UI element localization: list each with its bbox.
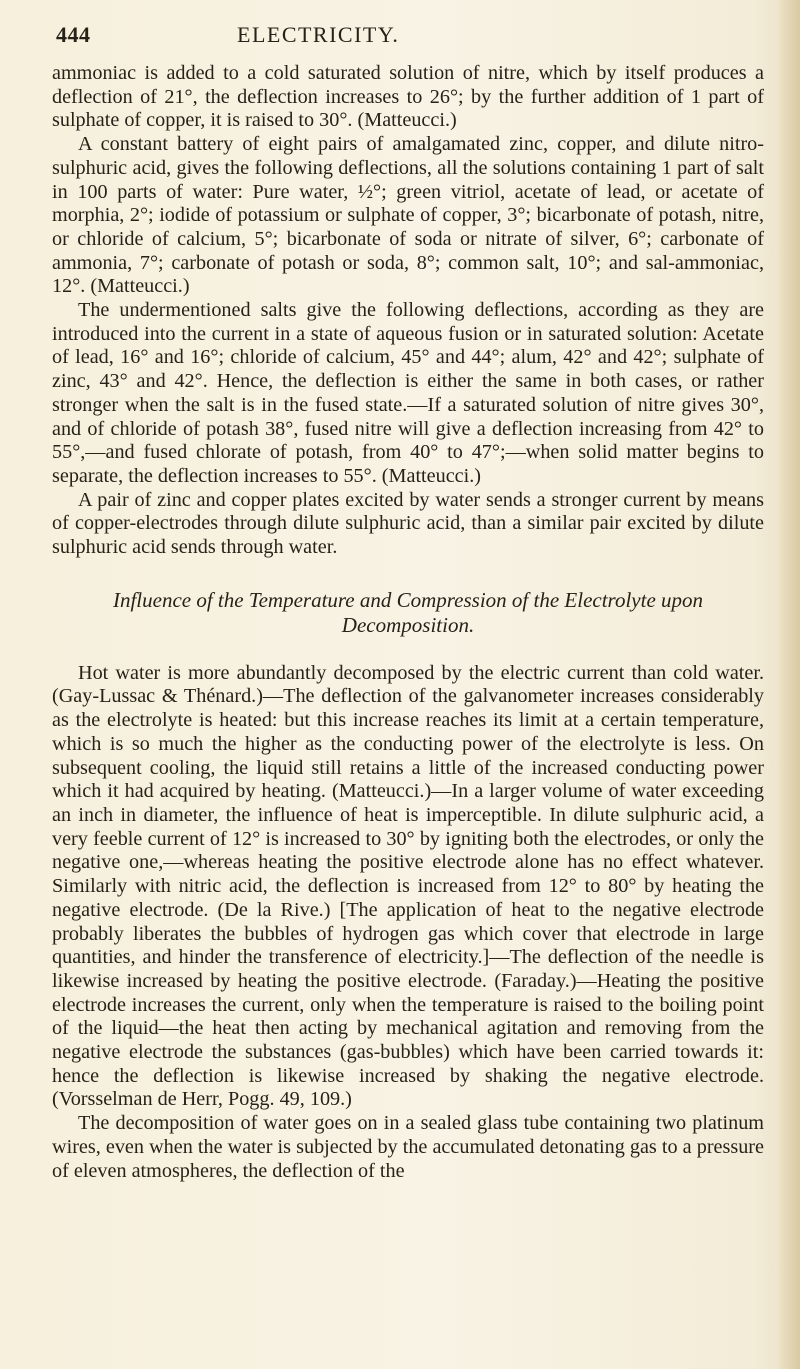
section-heading-line-2: Decomposition. (341, 612, 475, 637)
paragraph-battery-deflections: A constant battery of eight pairs of amalgamated zinc, copper, and dilute nitro-sulphuric acid, gives the following deflections, all the solutions containing 1 part of salt in 100 parts of water: Pure water, ½°; green vitriol, acetate of lead, or acetate of morphia, 2°; iodide of potassium or sulphate of copper, 3°; bicarbonate of potash, nitre, or chloride of calcium, 5°; bicarbonate of soda or nitrate of silver, 6°; carbonate of ammonia, 7°; carbonate of potash or soda, 8°; common salt, 10°; and sal-ammoniac, 12°. (Matteucci.) (52, 133, 764, 298)
page-number: 444 (56, 22, 91, 47)
paragraph-zinc-copper-pair: A pair of zinc and copper plates excited by water sends a stronger current by means of copper-electrodes through dilute sulphuric acid, than a similar pair excited by dilute sulphuric acid sends through water. (52, 488, 764, 559)
running-title: ELECTRICITY. (237, 22, 400, 47)
paragraph-hot-water: Hot water is more abundantly decomposed by the electric current than cold water. (Gay-Lussac & Thénard.)—The deflection of the galvanometer increases considerably as the electrolyte is heated: but this increase reaches its limit at a certain temperature, which is so much the higher as the conducting power of the electrolyte is less. On subsequent cooling, the liquid still retains a little of the increased conducting power which it had acquired by heating. (Matteucci.)—In a larger volume of water exceeding an inch in diameter, the influence of heat is imperceptible. In dilute sulphuric acid, a very feeble current of 12° is increased to 30° by igniting both the electrodes, or only the negative one,—whereas heating the positive electrode alone has no effect whatever. Similarly with nitric acid, the deflection is increased from 12° to 80° by heating the negative electrode. (De la Rive.) [The application of heat to the negative electrode probably liberates the bubbles of hydrogen gas which cover that electrode in large quantities, and hinder the transference of electricity.]—The deflection of the needle is likewise increased by heating the positive electrode. (Faraday.)—Heating the positive electrode increases the current, only when the temperature is raised to the boiling point of the liquid—the heat then acting by mechanical agitation and removing from the negative electrode the substances (gas-bubbles) which have been carried towards it: hence the deflection is likewise increased by shaking the negative electrode. (Vorsselman de Herr, Pogg. 49, 109.) (52, 661, 764, 1111)
running-head (52, 22, 766, 52)
paragraph-fused-salts: The undermentioned salts give the following deflections, according as they are introduced into the current in a state of aqueous fusion or in saturated solution: Acetate of lead, 16° and 16°; chloride of calcium, 45° and 44°; alum, 42° and 42°; sulphate of zinc, 43° and 42°. Hence, the deflection is either the same in both cases, or rather stronger when the salt is in the fused state.—If a saturated solution of nitre gives 30°, and of chloride of potash 38°, fused nitre will give a deflection increasing from 42° to 55°,—and fused chlorate of potash, from 40° to 47°;—when solid matter begins to separate, the deflection increases to 55°. (Matteucci.) (52, 299, 764, 487)
paragraph-continued: ammoniac is added to a cold saturated solution of nitre, which by itself produces a deflection of 21°, the deflection increases to 26°; by the further addition of 1 part of sulphate of copper, it is raised to 30°. (Matteucci.) (52, 62, 764, 132)
paragraph-sealed-tube: The decomposition of water goes on in a sealed glass tube containing two platinum wires, even when the water is subjected by the accumulated detonating gas to a pressure of eleven atmospheres, the deflection of the (52, 1112, 764, 1182)
section-heading-line-1: Influence of the Temperature and Compression of the Electrolyte upon (112, 587, 704, 612)
section-heading (52, 588, 764, 638)
page-edge-shadow (778, 0, 800, 1369)
body-text (52, 62, 764, 1183)
